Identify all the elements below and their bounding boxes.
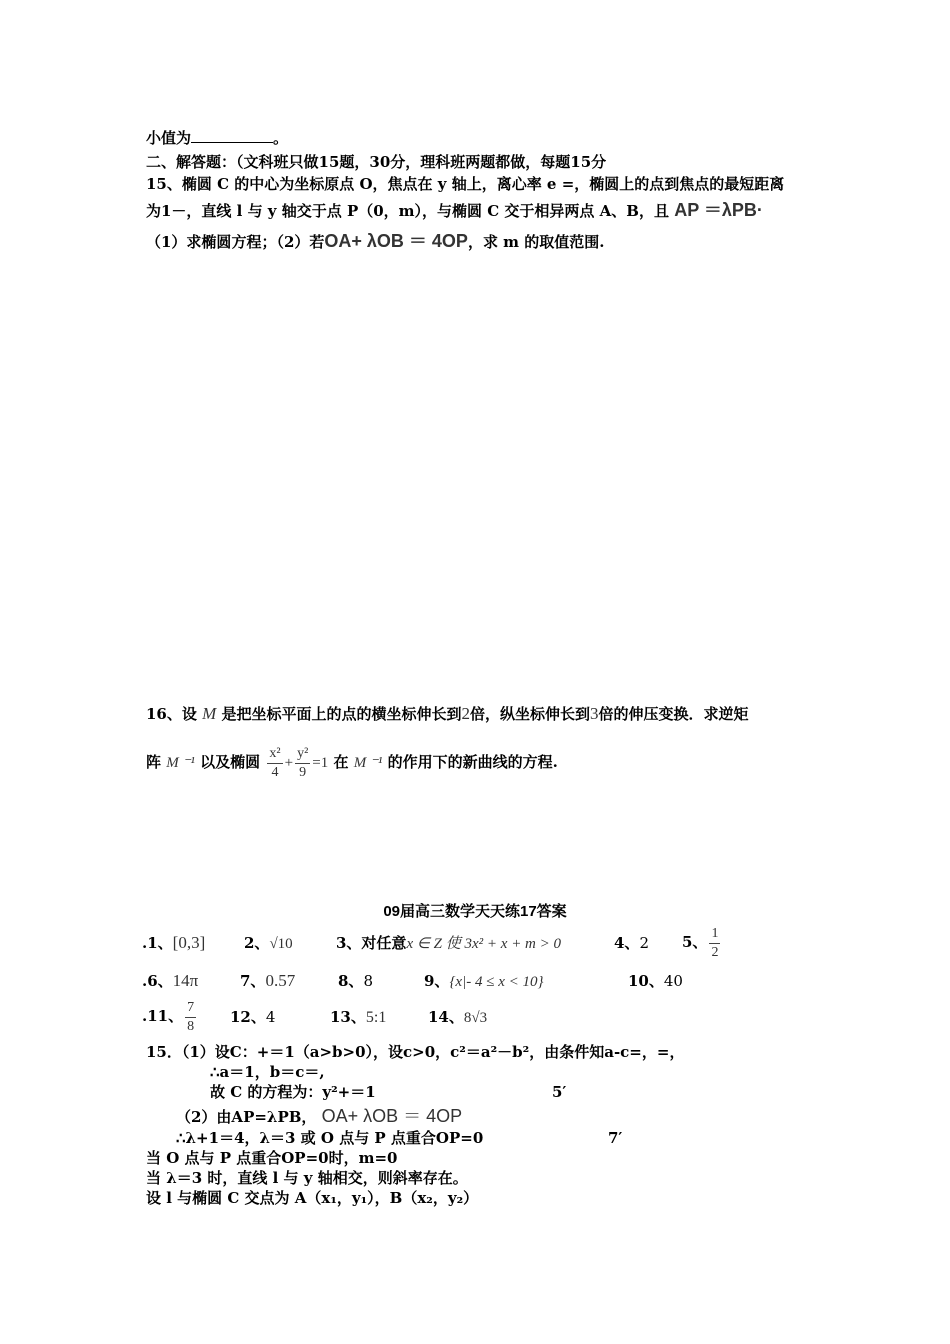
solution-line: 当 λ＝3 时，直线 l 与 y 轴相交，则斜率存在。 [146,1169,468,1187]
answer-item: .1、[0,3] [142,933,206,952]
fraction: $\frac{\text{x²}}{4}$ [269,745,281,780]
fraction: $\frac{7}{8}$ [187,999,195,1034]
answer-item: 12、4 [230,1008,276,1026]
answer-item: 7、0.57 [240,971,296,990]
answer-item: .11、 $\frac{7}{8}$ [142,999,195,1034]
solution-line: 设 l 与椭圆 C 交点为 A（x₁，y₁），B（x₂，y₂） [146,1189,479,1207]
fraction: $\frac{1}{2}$ [711,925,719,960]
answer-item: .6、14π [142,971,199,990]
fraction: $\frac{\text{y²}}{9}$ [297,745,309,780]
section-header: 二、解答题：（文科班只做15题，30分，理科班两题都做，每题15分 [146,153,607,171]
answers-title: 09届高三数学天天练17答案 [383,903,567,920]
q15-line3: （1）求椭圆方程；（2）若OA+ λOB ＝ 4OP，求 m 的取值范围. [146,231,605,251]
solution-line: 故 C 的方程为：y²+＝1 [210,1083,376,1101]
answer-item: 13、5:1 [330,1008,387,1026]
score-mark: 5′ [552,1083,567,1101]
q16-line1: 16、设 M 是把坐标平面上的点的横坐标伸长到2倍，纵坐标伸长到3倍的伸压变换．求逆矩 [146,704,749,723]
solution-line: ∴a＝1，b＝c＝, [210,1063,325,1081]
q16-line2: 阵 M ⁻¹ 以及椭圆 $\frac{\text{x²}}{4}$ + $\frac{\text{y²}}{9}$ =1 在 M ⁻¹ 的作用下的新曲线的方程. [146,745,558,780]
answer-item: 3、对任意x ∈ Z 使 3x² + x + m > 0 [336,934,562,952]
solution-line: （2）由AP=λPB， OA+ λOB ＝ 4OP [176,1106,463,1126]
answer-item: 14、8√3 [428,1008,488,1026]
q15-line2: 为1－，直线 l 与 y 轴交于点 P（0，m），与椭圆 C 交于相异两点 A、B，且 AP ＝λPB· [146,200,763,220]
score-mark: 7′ [608,1129,623,1147]
vector-equation: OA+ λOB ＝ 4OP [321,1106,463,1126]
answer-item: 9、{x|- 4 ≤ x < 10} [424,972,544,990]
answer-item: 4、2 [614,934,649,952]
solution-line: 当 O 点与 P 点重合OP=0时，m=0 [146,1149,398,1167]
answer-item: 2、√10 [244,934,293,952]
solution-line: ∴λ+1＝4，λ＝3 或 O 点与 P 点重合OP=0 [176,1129,484,1147]
answer-blank [191,128,273,143]
q15-line1: 15、椭圆 C 的中心为坐标原点 O，焦点在 y 轴上，离心率 e =，椭圆上的点到焦点的最短距离 [146,175,785,193]
vector-equation: OA+ λOB ＝ 4OP [324,231,468,251]
answer-item: 5、 $\frac{1}{2}$ [682,925,719,960]
answer-item: 10、40 [628,972,683,990]
solution-line: 15．（1）设C：+＝1（a>b>0），设c>0，c²＝a²－b²，由条件知a-c=，=， [146,1043,685,1061]
answer-item: 8、8 [338,972,373,990]
vector-equation: AP ＝λPB· [674,200,763,220]
min-value-line: 小值为 。 [146,129,289,147]
